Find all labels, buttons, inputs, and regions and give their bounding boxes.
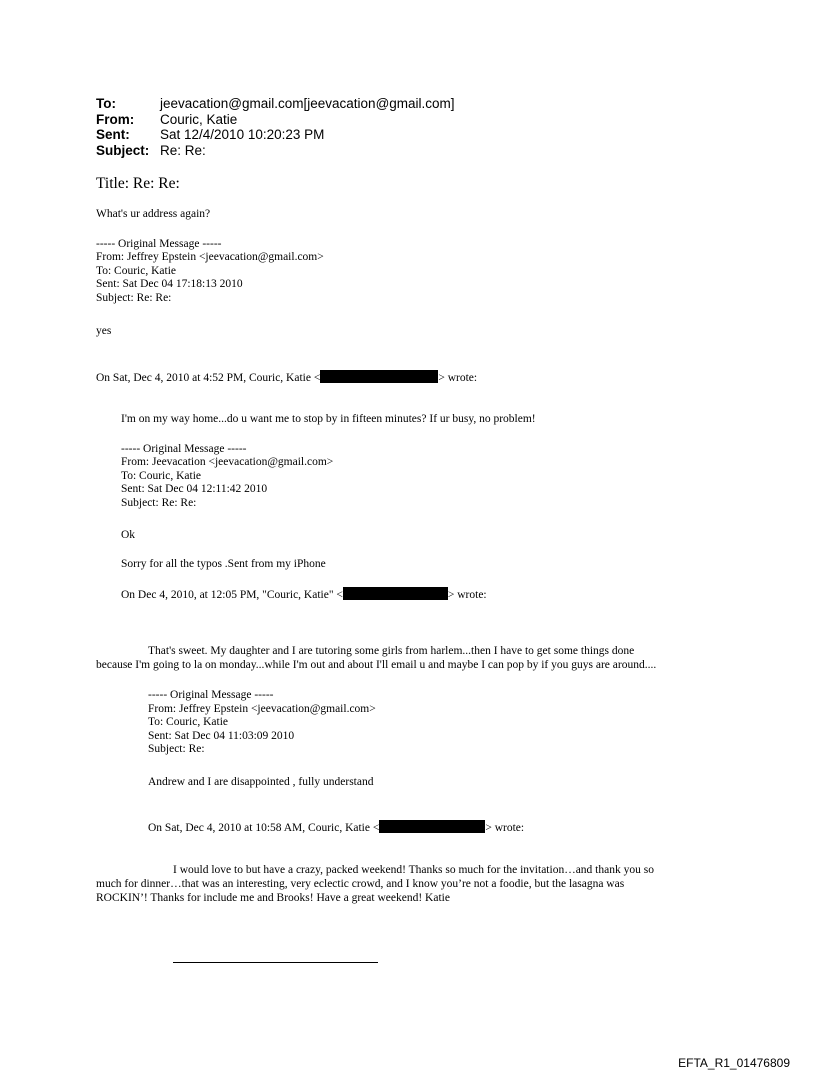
message-3 [121,413,536,510]
message-7-line-1: I would love to but have a crazy, packed weekend! Thanks so much for the invitation…and thank you so [173,864,654,876]
message-7-line-2: much for dinner…that was an interesting, very eclectic crowd, and I know you’re not a foodie, but the lasagna was [96,878,625,890]
original-message-separator: ----- Original Message ----- [121,442,247,455]
sent-row [96,127,455,143]
original-sent: Sent: Sat Dec 04 11:03:09 2010 [148,729,295,742]
from-row [96,112,455,128]
wrote-prefix: On Sat, Dec 4, 2010 at 10:58 AM, Couric, Katie < [148,822,380,834]
message-4-body: Ok [121,529,136,541]
message-1 [96,208,324,305]
original-from: From: Jeffrey Epstein <jeevacation@gmail.com> [96,251,324,263]
subject-value: Re: Re: [160,142,206,158]
sent-label: Sent: [96,127,130,142]
message-7-line-3: ROCKIN’! Thanks for include me and Brooks! Have a great weekend! Katie [96,892,450,904]
message-5-line-1: That's sweet. My daughter and I are tutoring some girls from harlem...then I have to get some things done [148,645,635,657]
message-2-wrote-line [96,370,477,386]
original-to: To: Couric, Katie [148,716,228,728]
document-id: EFTA_R1_01476809 [678,1056,790,1070]
message-5-original [148,689,376,757]
redaction-box [320,370,438,383]
original-sent: Sent: Sat Dec 04 12:11:42 2010 [121,483,268,495]
horizontal-rule [173,962,378,963]
wrote-prefix: On Dec 4, 2010, at 12:05 PM, "Couric, Katie" < [121,589,343,601]
email-header [96,96,455,158]
original-to: To: Couric, Katie [121,469,201,482]
redaction-box [343,587,448,600]
redaction-box [379,820,485,833]
message-4-signature: Sorry for all the typos .Sent from my iPhone [121,558,326,570]
original-from: From: Jeevacation <jeevacation@gmail.com> [121,456,334,468]
original-subject: Subject: Re: Re: [96,291,172,304]
original-subject: Subject: Re: Re: [121,496,197,509]
subject-row [96,143,455,159]
to-value: jeevacation@gmail.com[jeevacation@gmail.com] [160,96,455,111]
original-sent: Sent: Sat Dec 04 17:18:13 2010 [96,278,243,290]
message-4-wrote-line [121,587,487,603]
original-message-separator: ----- Original Message ----- [148,689,274,701]
subject-label: Subject: [96,142,150,158]
original-from: From: Jeffrey Epstein <jeevacation@gmail.com> [148,702,376,715]
from-value: Couric, Katie [160,111,238,127]
to-label: To: [96,96,116,111]
document-title: Title: Re: Re: [96,175,180,192]
message-body: I'm on my way home...do u want me to stop by in fifteen minutes? If ur busy, no problem! [121,413,536,425]
to-row [96,96,455,112]
message-6-wrote-line [148,820,524,836]
sent-value: Sat 12/4/2010 10:20:23 PM [160,127,325,142]
message-5-line-2: because I'm going to la on monday...while I'm out and about I'll email u and maybe I can pop by if you guys are around.... [96,659,657,671]
wrote-suffix: > wrote: [485,822,525,834]
wrote-prefix: On Sat, Dec 4, 2010 at 4:52 PM, Couric, Katie < [96,372,321,384]
original-to: To: Couric, Katie [96,264,176,277]
wrote-suffix: > wrote: [447,589,487,601]
original-message-separator: ----- Original Message ----- [96,237,222,250]
wrote-suffix: > wrote: [438,372,478,384]
message-2-body: yes [96,325,112,337]
from-label: From: [96,111,135,127]
message-body: What's ur address again? [96,208,211,220]
message-6-body: Andrew and I are disappointed , fully understand [148,776,374,788]
original-subject: Subject: Re: [148,743,205,755]
